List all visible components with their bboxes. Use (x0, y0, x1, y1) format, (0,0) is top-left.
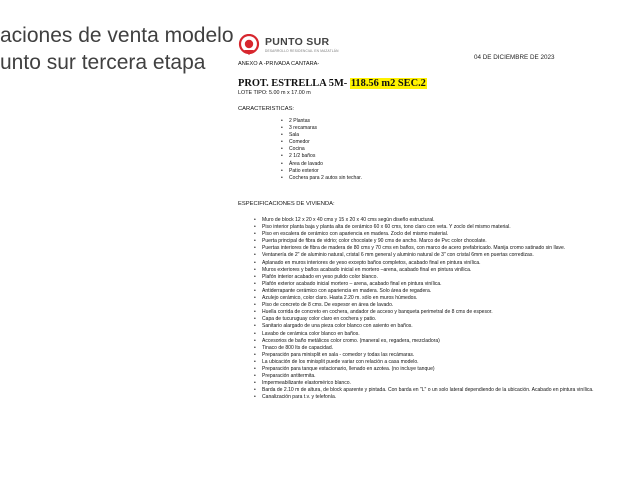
characteristics-list (226, 118, 640, 182)
specification-item-text: Piso de concreto de 8 cms. De espesor en área de lavado. (262, 302, 394, 309)
specification-item-text: Preparación para minisplit en sala - comedor y todas las recámaras. (262, 351, 415, 358)
bullet-icon: • (254, 302, 256, 309)
specification-item (226, 288, 640, 295)
characteristic-item (226, 146, 640, 153)
annex-label: ANEXO A -PRIVADA CANTARA- (238, 61, 320, 67)
characteristic-item-text: 2 1/2 baños (289, 153, 316, 160)
characteristic-item (226, 153, 640, 160)
bullet-icon: • (254, 295, 256, 302)
specification-item-text: Preparación para tanque estacionario, llenado en azotea. (no incluye tanque) (262, 365, 435, 372)
logo-name: PUNTO SUR (265, 36, 330, 48)
characteristic-item (226, 132, 640, 139)
characteristic-item (226, 118, 640, 125)
characteristic-item (226, 168, 640, 175)
bullet-icon: • (281, 125, 283, 132)
specification-item (226, 316, 640, 323)
specification-item (226, 302, 640, 309)
bullet-icon: • (254, 217, 256, 223)
specification-item-text: Preparación antitermita. (262, 373, 316, 380)
document-date: 04 DE DICIEMBRE DE 2023 (474, 54, 555, 61)
bullet-icon: • (281, 160, 283, 167)
characteristic-item-text: Cochera para 2 autos sin techar. (289, 174, 362, 181)
specification-item-text: Puertas interiores de fibra de madera de 80 cms y 70 cms en baños, con marco de acero prefabricado. Manija cromo satinado sin llave. (262, 245, 566, 252)
specification-item (226, 323, 640, 330)
characteristic-item-text: Área de lavado (289, 160, 323, 167)
characteristic-item-text: 3 recamaras (289, 125, 318, 132)
bullet-icon: • (254, 309, 256, 316)
specification-item (226, 238, 640, 245)
characteristic-item-text: 2 Plantas (289, 118, 311, 124)
specification-item-text: Puerta principal de fibra de vidrio; color chocolate y 90 cms de ancho. Marco de Pvc color chocolate. (262, 238, 487, 245)
slide-title (0, 22, 234, 76)
specification-item-text: Lavabo de cerámica color blanco en baños. (262, 330, 360, 337)
specification-item (226, 260, 640, 267)
specification-item (226, 331, 640, 338)
lot-type: LOTE TIPO: 5.00 m x 17.00 m (238, 90, 311, 96)
bullet-icon: • (254, 358, 256, 365)
characteristic-item-text: Cocina (289, 146, 305, 153)
specification-item-text: Azulejo cerámico, color claro. Hasta 2.20 m. sólo en muros húmedos. (262, 295, 418, 302)
characteristics-heading: CARACTERISTICAS: (238, 106, 295, 112)
specification-item (226, 359, 640, 366)
bullet-icon: • (254, 394, 256, 401)
characteristic-item-text: Comedor (289, 139, 310, 146)
specification-item (226, 224, 640, 231)
bullet-icon: • (281, 174, 283, 181)
bullet-icon: • (254, 273, 256, 280)
characteristic-item (226, 175, 640, 182)
bullet-icon: • (281, 167, 283, 174)
specification-item (226, 394, 640, 401)
characteristic-item-text: Patio exterior (289, 167, 319, 174)
specification-item-text: Huella corrida de concreto en cochera, andador de acceso y banqueta perimetral de 8 cms de espesor. (262, 309, 493, 316)
specification-item-text: Plafón interior acabado en yeso pulido color blanco. (262, 273, 378, 280)
bullet-icon: • (254, 323, 256, 330)
bullet-icon: • (254, 330, 256, 337)
specification-item (226, 295, 640, 302)
bullet-icon: • (254, 224, 256, 231)
specification-item-text: Piso en escalera de cerámico con apariencia en madera. Zoclo del mismo material. (262, 231, 449, 238)
bullet-icon: • (281, 139, 283, 146)
characteristic-item-text: Sala (289, 132, 300, 139)
specification-item-text: Plafón exterior acabado inicial mortero – arena, acabado final en pintura vinílica. (262, 280, 442, 287)
bullet-icon: • (254, 287, 256, 294)
bullet-icon: • (254, 252, 256, 259)
bullet-icon: • (254, 259, 256, 266)
bullet-icon: • (281, 118, 283, 124)
prototype-name: PROT. ESTRELLA 5M- (238, 78, 350, 89)
specification-item-text: Impermeabilizante elastomérico blanco. (262, 380, 351, 387)
specification-item-text: Sanitario alargado de una pieza color blanco con asiento en baños. (262, 323, 413, 330)
specification-item (226, 373, 640, 380)
specification-item (226, 366, 640, 373)
slide-title-line-2: unto sur tercera etapa (0, 51, 206, 74)
bullet-icon: • (254, 266, 256, 273)
specification-item-text: Capa de tucuruguay color claro en cochera y patio. (262, 316, 377, 323)
specification-item (226, 281, 640, 288)
bullet-icon: • (254, 351, 256, 358)
specifications-heading: ESPECIFICACIONES DE VIVIENDA: (238, 201, 335, 207)
slide-title-line-1: aciones de venta modelo (0, 24, 234, 47)
specification-item (226, 252, 640, 259)
specifications-list (226, 217, 640, 401)
bullet-icon: • (254, 387, 256, 394)
specification-item-text: Ventanería de 2" de aluminio natural, cristal 6 mm general y aluminio natural de 3" con cristal 6mm en puertas corredizas. (262, 252, 534, 259)
bullet-icon: • (281, 153, 283, 160)
bullet-icon: • (254, 280, 256, 287)
specification-item-text: Aplanado en muros interiores de yeso excepto baños completos, acabado final en pintura vinílica. (262, 259, 481, 266)
characteristic-item (226, 139, 640, 146)
bullet-icon: • (254, 337, 256, 344)
specification-item (226, 267, 640, 274)
logo-tagline: DESARROLLO RESIDENCIAL EN MAZATLÁN (265, 49, 339, 53)
specification-item (226, 345, 640, 352)
specification-item (226, 380, 640, 387)
location-pin-logo-icon (238, 34, 260, 56)
bullet-icon: • (254, 380, 256, 387)
specification-item (226, 274, 640, 281)
specification-item (226, 309, 640, 316)
specification-item-text: Accesorios de baño metálicos color cromo. (maneral es, regadera, mezcladora) (262, 337, 440, 344)
specification-item-text: La ubicación de los minisplit puede variar con relación a casa modelo. (262, 358, 419, 365)
specification-item-text: Muro de block 12 x 20 x 40 cms y 15 x 20 x 40 cms según diseño estructural. (262, 217, 435, 223)
specification-item (226, 217, 640, 224)
specification-item-text: Piso interior planta baja y planta alta de cerámico 60 x 60 cms, tono claro con veta. Y zoclo del mismo material. (262, 224, 511, 231)
bullet-icon: • (254, 316, 256, 323)
specification-item-text: Barda de 2.10 m de altura, de block aparente y pintada. Con barda en "L" o un solo lateral dependiendo de la ubicación. Acabado en pintura vinílica. (262, 387, 594, 394)
bullet-icon: • (281, 146, 283, 153)
specification-item (226, 352, 640, 359)
bullet-icon: • (281, 132, 283, 139)
specification-item (226, 338, 640, 345)
specification-item-text: Muros exteriores y baños acabado inicial en mortero –arena, acabado final en pintura vinílica. (262, 266, 472, 273)
specification-item (226, 387, 640, 394)
specification-item-text: Antiderrapante cerámico con apariencia en madera. Solo área de regadera. (262, 287, 432, 294)
prototype-title (238, 78, 427, 89)
bullet-icon: • (254, 245, 256, 252)
bullet-icon: • (254, 365, 256, 372)
bullet-icon: • (254, 231, 256, 238)
bullet-icon: • (254, 344, 256, 351)
specification-item (226, 231, 640, 238)
characteristic-item (226, 161, 640, 168)
specification-document (226, 30, 640, 480)
specification-item-text: Canalización para t.v. y telefonía. (262, 394, 337, 401)
specification-item (226, 245, 640, 252)
characteristic-item (226, 125, 640, 132)
bullet-icon: • (254, 238, 256, 245)
bullet-icon: • (254, 373, 256, 380)
specification-item-text: Tinaco de 800 lts de capacidad. (262, 344, 334, 351)
prototype-area-highlight: 118.56 m2 SEC.2 (350, 78, 426, 89)
